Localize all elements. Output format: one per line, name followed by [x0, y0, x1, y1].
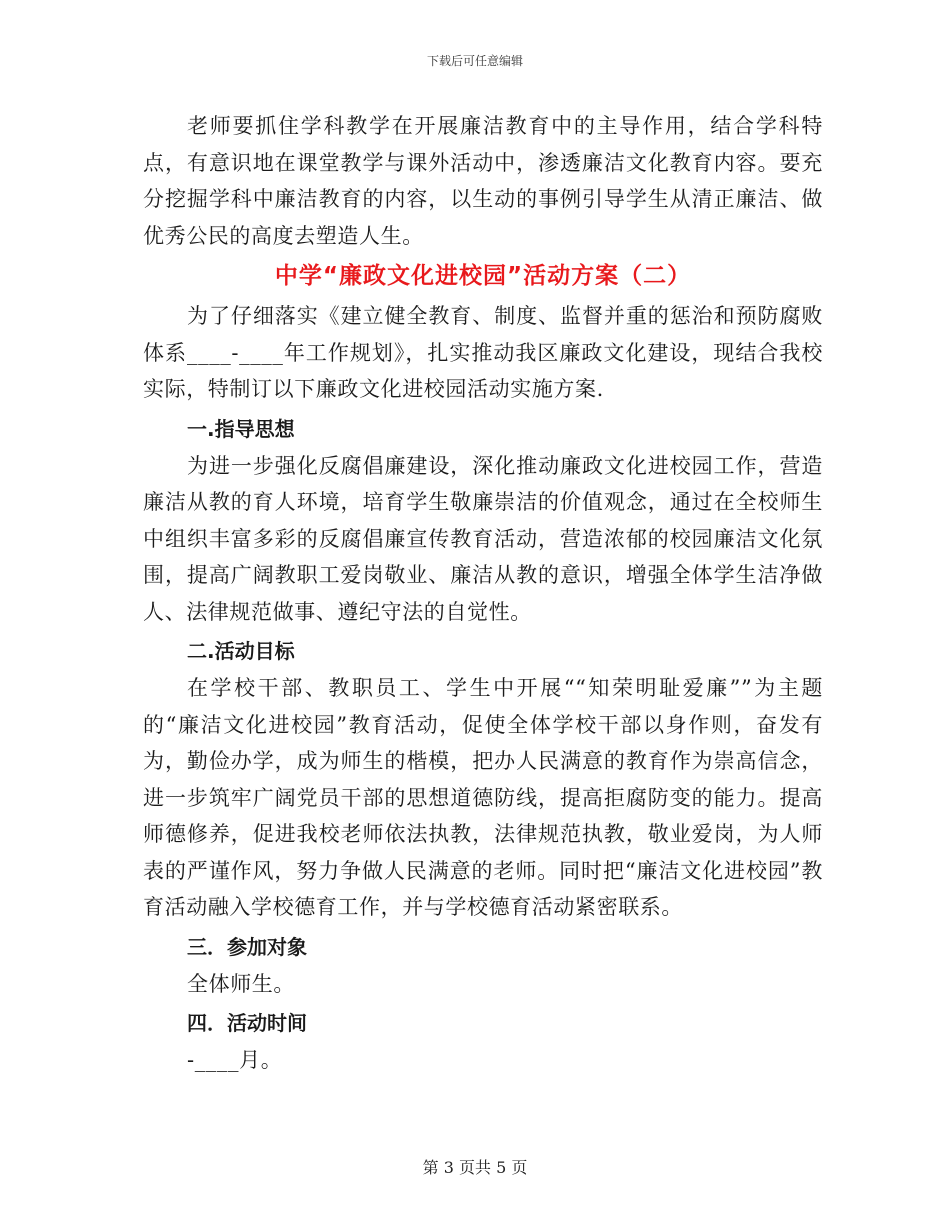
section-body-activity-time: -____月。	[187, 1048, 283, 1072]
section-heading-guiding-ideology: 一.指导思想	[187, 416, 295, 441]
section-heading-activity-goals: 二.活动目标	[187, 639, 295, 663]
document-body	[143, 108, 823, 1079]
document-title: 中学“廉政文化进校园”活动方案（二）	[274, 263, 692, 289]
page-number: 第 3 页共 5 页	[422, 1158, 528, 1177]
intro-paragraph: 老师要抓住学科教学在开展廉洁教育中的主导作用，结合学科特点，有意识地在课堂教学与课外活动中，渗透廉洁文化教育内容。要充分挖掘学科中廉洁教育的内容，以生动的事例引导学生从清正廉洁、做优秀公民的高度去塑造人生。	[143, 114, 823, 248]
section-body-guiding-ideology: 为进一步强化反腐倡廉建设，深化推动廉政文化进校园工作，营造廉洁从教的育人环境，培育学生敬廉崇洁的价值观念，通过在全校师生中组织丰富多彩的反腐倡廉宣传教育活动，营造浓郁的校园廉洁文化氛围，提高广阔教职工爱岗敬业、廉洁从教的意识，增强全体学生洁净做人、法律规范做事、遵纪守法的自觉性。	[143, 453, 823, 624]
header-note: 下载后可任意编辑	[426, 54, 523, 68]
section-heading-participants: 三．参加对象	[187, 934, 307, 959]
section-body-activity-goals: 在学校干部、教职员工、学生中开展““知荣明耻爱廉””为主题的“廉洁文化进校园”教育活动，促使全体学校干部以身作则，奋发有为，勤俭办学，成为师生的楷模，把办人民满意的教育作为崇高信念，进一步筑牢广阔党员干部的思想道德防线，提高拒腐防变的能力。提高师德修养，促进我校老师依法执教，法律规范执教，敬业爱岗，为人师表的严谨作风，努力争做人民满意的老师。同时把“廉洁文化进校园”教育活动融入学校德育工作，并与学校德育活动紧密联系。	[143, 676, 823, 919]
section-body-participants: 全体师生。	[187, 971, 295, 996]
preface-paragraph: 为了仔细落实《建立健全教育、制度、监督并重的惩治和预防腐败体系____-____年工作规划》，扎实推动我区廉政文化建设，现结合我校实际，特制订以下廉政文化进校园活动实施方案.	[143, 304, 823, 401]
section-heading-activity-time: 四．活动时间	[187, 1011, 307, 1035]
